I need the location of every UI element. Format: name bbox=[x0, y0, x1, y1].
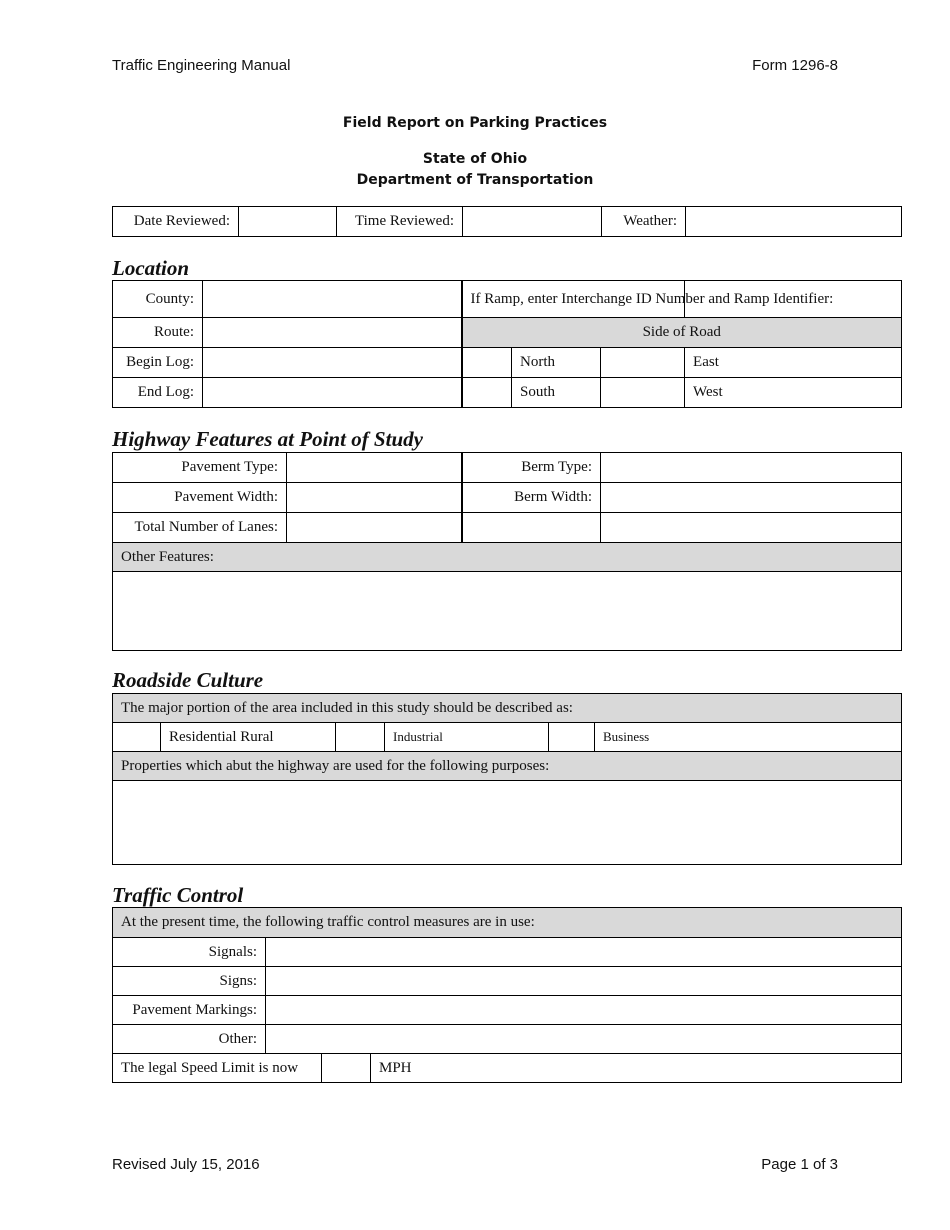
route-field[interactable] bbox=[203, 318, 462, 348]
weather-label: Weather: bbox=[602, 207, 686, 237]
industrial-label: Industrial bbox=[385, 723, 549, 752]
north-label: North bbox=[512, 348, 601, 378]
end-log-label: End Log: bbox=[113, 378, 203, 408]
north-checkbox[interactable] bbox=[462, 348, 512, 378]
footer-revised-date: Revised July 15, 2016 bbox=[112, 1156, 260, 1173]
signals-field[interactable] bbox=[266, 938, 902, 967]
other-label: Other: bbox=[113, 1025, 266, 1054]
highway-features-table bbox=[112, 452, 902, 651]
pavement-markings-label: Pavement Markings: bbox=[113, 996, 266, 1025]
date-reviewed-label: Date Reviewed: bbox=[113, 207, 239, 237]
lanes-label: Total Number of Lanes: bbox=[113, 513, 287, 543]
form-title: Field Report on Parking Practices bbox=[342, 115, 608, 131]
signs-field[interactable] bbox=[266, 967, 902, 996]
east-checkbox[interactable] bbox=[601, 348, 685, 378]
traffic-control-heading: Traffic Control bbox=[112, 883, 244, 907]
header-manual-title: Traffic Engineering Manual bbox=[112, 57, 291, 74]
roadside-culture-heading: Roadside Culture bbox=[112, 668, 264, 692]
review-table bbox=[112, 206, 902, 237]
industrial-checkbox[interactable] bbox=[336, 723, 385, 752]
south-label: South bbox=[512, 378, 601, 408]
time-reviewed-field[interactable] bbox=[463, 207, 602, 237]
location-table bbox=[112, 280, 902, 408]
date-reviewed-field[interactable] bbox=[239, 207, 337, 237]
side-of-road-header: Side of Road bbox=[462, 318, 902, 348]
footer-page-number: Page 1 of 3 bbox=[761, 1156, 838, 1173]
speed-unit-label: MPH bbox=[371, 1054, 902, 1083]
business-label: Business bbox=[595, 723, 902, 752]
state-name: State of Ohio bbox=[422, 151, 528, 167]
county-field[interactable] bbox=[203, 281, 462, 318]
lanes-field[interactable] bbox=[287, 513, 462, 543]
location-heading: Location bbox=[112, 256, 189, 280]
residential-label: Residential Rural bbox=[161, 723, 336, 752]
other-field[interactable] bbox=[266, 1025, 902, 1054]
pavement-type-field[interactable] bbox=[287, 453, 462, 483]
purposes-prompt: Properties which abut the highway are used for the following purposes: bbox=[113, 752, 902, 781]
other-features-field[interactable] bbox=[113, 572, 902, 651]
measures-prompt: At the present time, the following traffic control measures are in use: bbox=[113, 908, 902, 938]
area-prompt: The major portion of the area included in this study should be described as: bbox=[113, 694, 902, 723]
lanes-extra-cell-2 bbox=[601, 513, 902, 543]
department-name: Department of Transportation bbox=[356, 172, 594, 188]
weather-field[interactable] bbox=[686, 207, 902, 237]
route-label: Route: bbox=[113, 318, 203, 348]
residential-checkbox[interactable] bbox=[113, 723, 161, 752]
pavement-width-field[interactable] bbox=[287, 483, 462, 513]
berm-width-label: Berm Width: bbox=[462, 483, 601, 513]
roadside-culture-table bbox=[112, 693, 902, 865]
berm-type-field[interactable] bbox=[601, 453, 902, 483]
other-features-label: Other Features: bbox=[113, 543, 902, 572]
west-label: West bbox=[685, 378, 902, 408]
begin-log-field[interactable] bbox=[203, 348, 462, 378]
speed-limit-label: The legal Speed Limit is now bbox=[113, 1054, 322, 1083]
berm-width-field[interactable] bbox=[601, 483, 902, 513]
pavement-width-label: Pavement Width: bbox=[113, 483, 287, 513]
county-label: County: bbox=[113, 281, 203, 318]
lanes-extra-cell bbox=[462, 513, 601, 543]
purposes-field[interactable] bbox=[113, 781, 902, 865]
pavement-type-label: Pavement Type: bbox=[113, 453, 287, 483]
business-checkbox[interactable] bbox=[549, 723, 595, 752]
west-checkbox[interactable] bbox=[601, 378, 685, 408]
signs-label: Signs: bbox=[113, 967, 266, 996]
east-label: East bbox=[685, 348, 902, 378]
time-reviewed-label: Time Reviewed: bbox=[337, 207, 463, 237]
end-log-field[interactable] bbox=[203, 378, 462, 408]
south-checkbox[interactable] bbox=[462, 378, 512, 408]
begin-log-label: Begin Log: bbox=[113, 348, 203, 378]
speed-limit-field[interactable] bbox=[322, 1054, 371, 1083]
ramp-label: If Ramp, enter Interchange ID Number and Ramp Identifier: bbox=[462, 281, 685, 318]
signals-label: Signals: bbox=[113, 938, 266, 967]
pavement-markings-field[interactable] bbox=[266, 996, 902, 1025]
traffic-control-table bbox=[112, 907, 902, 1083]
header-form-number: Form 1296-8 bbox=[752, 57, 838, 74]
berm-type-label: Berm Type: bbox=[462, 453, 601, 483]
highway-features-heading: Highway Features at Point of Study bbox=[112, 427, 423, 451]
